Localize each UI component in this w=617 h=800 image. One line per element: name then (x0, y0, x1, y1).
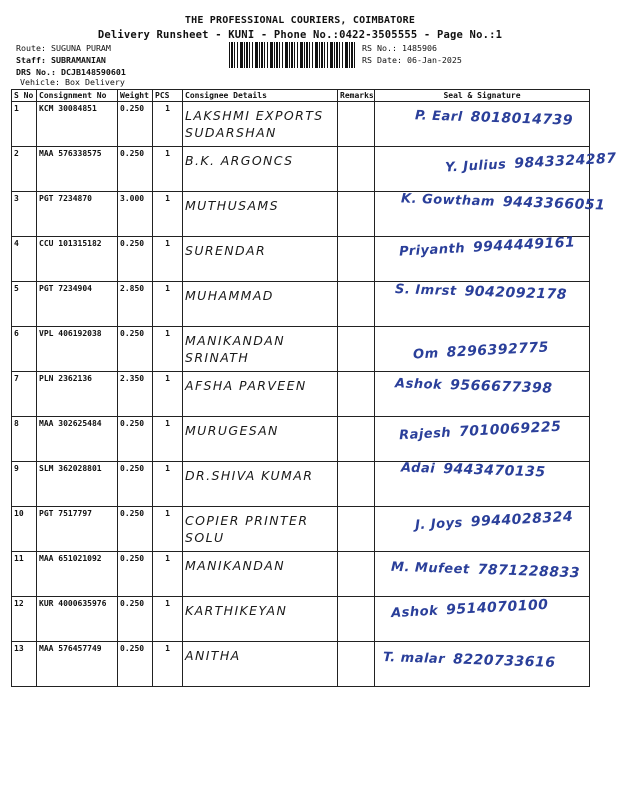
handwritten-signature (395, 375, 553, 396)
barcode-image (229, 42, 355, 68)
signature-cell (375, 234, 590, 282)
signature-cell (375, 282, 590, 327)
col-weight-header: Weight (118, 90, 153, 102)
consignment-cell: KUR 4000635976 (37, 597, 118, 642)
consignment-cell: PGT 7234870 (37, 192, 118, 237)
signature-phone: 8296392775 (446, 339, 550, 361)
signature-name: M. Mufeet (390, 559, 470, 578)
sno-cell: 6 (12, 327, 37, 372)
remarks-cell (338, 102, 375, 147)
rs-no-line (362, 43, 437, 53)
pcs-cell: 1 (153, 552, 183, 597)
pcs-cell: 1 (153, 102, 183, 147)
signature-name: Ashok (390, 603, 439, 622)
signature-phone: 9443470135 (442, 460, 546, 481)
consignee-cell: MANIKANDAN SRINATH (183, 327, 338, 372)
signature-phone: 7871228833 (477, 561, 581, 582)
signature-name: Y. Julius (444, 157, 507, 176)
pcs-cell: 1 (153, 462, 183, 507)
consignee-cell: B.K. ARGONCS (183, 147, 338, 192)
consignment-cell: MAA 651021092 (37, 552, 118, 597)
signature-name: Priyanth (398, 241, 466, 260)
signature-cell (375, 147, 617, 192)
signature-name: P. Earl (414, 108, 463, 125)
rs-no-value: 1485906 (401, 43, 437, 53)
table-row (12, 417, 590, 462)
remarks-cell (338, 147, 375, 192)
staff-value: SUBRAMANIAN (50, 55, 106, 65)
signature-cell (375, 191, 606, 237)
weight-cell: 0.250 (118, 642, 153, 687)
signature-phone: 8018014739 (470, 109, 574, 129)
handwritten-signature (415, 107, 574, 129)
runsheet-table (11, 89, 617, 687)
pcs-cell: 1 (153, 597, 183, 642)
signature-phone: 7010069225 (458, 418, 562, 441)
handwritten-signature (413, 339, 550, 362)
consignee-cell: MUTHUSAMS (183, 192, 338, 237)
weight-cell: 0.250 (118, 597, 153, 642)
signature-cell (375, 417, 590, 462)
col-remarks-header: Remarks (338, 90, 375, 102)
signature-phone: 9566677398 (449, 377, 553, 397)
signature-name: Rajesh (398, 425, 452, 444)
signature-phone: 9944449161 (472, 234, 576, 256)
consignment-cell: MAA 576457749 (37, 642, 118, 687)
weight-cell: 3.000 (118, 192, 153, 237)
handwritten-signature (391, 597, 549, 621)
remarks-cell (338, 372, 375, 417)
signature-phone: 9944028324 (470, 508, 574, 531)
rs-date-value: 06-Jan-2025 (406, 55, 462, 65)
remarks-cell (338, 507, 375, 552)
consignment-cell: PLN 2362136 (37, 372, 118, 417)
table-row (12, 642, 590, 687)
col-sno-header: S No (12, 90, 37, 102)
staff-label: Staff: (16, 55, 46, 65)
staff-line (16, 55, 106, 65)
pcs-cell: 1 (153, 327, 183, 372)
remarks-cell (338, 282, 375, 327)
remarks-cell (338, 237, 375, 282)
signature-cell (375, 372, 590, 417)
rs-date-label: RS Date: (362, 55, 402, 65)
signature-name: S. Imrst (394, 282, 457, 300)
pcs-cell: 1 (153, 372, 183, 417)
weight-cell: 0.250 (118, 147, 153, 192)
handwritten-signature (399, 234, 576, 259)
consignee-cell: LAKSHMI EXPORTS SUDARSHAN (183, 102, 338, 147)
consignment-cell: KCM 30084851 (37, 102, 118, 147)
consignee-cell: MURUGESAN (183, 417, 338, 462)
pcs-cell: 1 (153, 192, 183, 237)
col-signature-header: Seal & Signature (375, 90, 590, 102)
sno-cell: 13 (12, 642, 37, 687)
sno-cell: 1 (12, 102, 37, 147)
signature-phone: 9514070100 (445, 596, 549, 619)
weight-cell: 0.250 (118, 462, 153, 507)
consignment-cell: MAA 576338575 (37, 147, 118, 192)
pcs-cell: 1 (153, 642, 183, 687)
signature-name: K. Gowtham (400, 191, 496, 210)
sno-cell: 12 (12, 597, 37, 642)
runsheet-subtitle: Delivery Runsheet - KUNI - Phone No.:0422-3505555 - Page No.:1 (97, 29, 503, 41)
remarks-cell (338, 552, 375, 597)
table-row (12, 102, 590, 147)
signature-cell (375, 642, 590, 687)
handwritten-signature (395, 281, 567, 303)
signature-phone: 9443366051 (502, 193, 606, 214)
signature-name: Ashok (394, 376, 443, 393)
consignment-cell: VPL 406192038 (37, 327, 118, 372)
table-row (12, 552, 590, 597)
vehicle-line (20, 77, 125, 87)
handwritten-signature (401, 190, 606, 213)
remarks-cell (338, 192, 375, 237)
sno-cell: 3 (12, 192, 37, 237)
route-line (16, 43, 111, 53)
route-value: SUGUNA PURAM (50, 43, 111, 53)
remarks-cell (338, 327, 375, 372)
consignment-cell: CCU 101315182 (37, 237, 118, 282)
pcs-cell: 1 (153, 237, 183, 282)
weight-cell: 0.250 (118, 237, 153, 282)
pcs-cell: 1 (153, 417, 183, 462)
sno-cell: 11 (12, 552, 37, 597)
remarks-cell (338, 417, 375, 462)
signature-phone: 8220733616 (452, 651, 556, 672)
route-label: Route: (16, 43, 46, 53)
table-row (12, 192, 590, 237)
table-row (12, 237, 590, 282)
vehicle-label: Vehicle: (20, 77, 60, 87)
consignment-cell: SLM 362028801 (37, 462, 118, 507)
drs-label: DRS No.: (16, 67, 56, 77)
signature-cell (375, 597, 590, 642)
signature-cell (375, 552, 590, 597)
handwritten-signature (401, 459, 546, 480)
sno-cell: 2 (12, 147, 37, 192)
table-body (12, 102, 617, 687)
weight-cell: 2.350 (118, 372, 153, 417)
weight-cell: 0.250 (118, 417, 153, 462)
remarks-cell (338, 462, 375, 507)
consignment-cell: PGT 7517797 (37, 507, 118, 552)
signature-name: J. Joys (414, 515, 464, 534)
col-consignee-header: Consignee Details (183, 90, 338, 102)
weight-cell: 0.250 (118, 507, 153, 552)
col-pcs-header: PCS (153, 90, 183, 102)
consignee-cell: MANIKANDAN (183, 552, 338, 597)
weight-cell: 0.250 (118, 102, 153, 147)
consignee-cell: SURENDAR (183, 237, 338, 282)
remarks-cell (338, 642, 375, 687)
sno-cell: 8 (12, 417, 37, 462)
signature-cell (375, 462, 590, 507)
consignee-cell: AFSHA PARVEEN (183, 372, 338, 417)
sno-cell: 9 (12, 462, 37, 507)
signature-phone: 9843324287 (513, 150, 617, 172)
table-row (12, 507, 590, 552)
sno-cell: 5 (12, 282, 37, 327)
weight-cell: 2.850 (118, 282, 153, 327)
handwritten-signature (399, 419, 562, 443)
consignment-cell: PGT 7234904 (37, 282, 118, 327)
company-title: THE PROFESSIONAL COURIERS, COIMBATORE (184, 15, 416, 26)
weight-cell: 0.250 (118, 552, 153, 597)
sno-cell: 10 (12, 507, 37, 552)
rs-no-label: RS No.: (362, 43, 397, 53)
sno-cell: 7 (12, 372, 37, 417)
signature-name: Adai (400, 460, 436, 477)
weight-cell: 0.250 (118, 327, 153, 372)
consignee-cell: DR.SHIVA KUMAR (183, 462, 338, 507)
handwritten-signature (415, 509, 574, 533)
table-row (12, 372, 590, 417)
table-row (12, 282, 590, 327)
remarks-cell (338, 597, 375, 642)
signature-name: T. malar (382, 649, 446, 668)
vehicle-value: Box Delivery (64, 77, 125, 87)
handwritten-signature (445, 151, 617, 176)
pcs-cell: 1 (153, 507, 183, 552)
signature-cell (375, 327, 590, 372)
pcs-cell: 1 (153, 282, 183, 327)
rs-date-line (362, 55, 462, 65)
col-consignment-header: Consignment No (37, 90, 118, 102)
handwritten-signature (391, 559, 580, 582)
signature-name: Om (412, 346, 440, 363)
consignment-cell: MAA 302625484 (37, 417, 118, 462)
table-row (12, 462, 590, 507)
signature-cell (375, 102, 590, 147)
consignee-cell: MUHAMMAD (183, 282, 338, 327)
drs-value: DCJB148590601 (60, 67, 126, 77)
table-row (12, 597, 590, 642)
handwritten-signature (383, 649, 556, 671)
sno-cell: 4 (12, 237, 37, 282)
drs-line (16, 67, 126, 77)
table-row (12, 327, 590, 372)
signature-phone: 9042092178 (464, 283, 568, 303)
signature-cell (375, 507, 590, 552)
table-header-row (12, 90, 590, 102)
consignee-cell: KARTHIKEYAN (183, 597, 338, 642)
pcs-cell: 1 (153, 147, 183, 192)
consignee-cell: ANITHA (183, 642, 338, 687)
consignee-cell: COPIER PRINTER SOLU (183, 507, 338, 552)
table-row (12, 147, 590, 192)
